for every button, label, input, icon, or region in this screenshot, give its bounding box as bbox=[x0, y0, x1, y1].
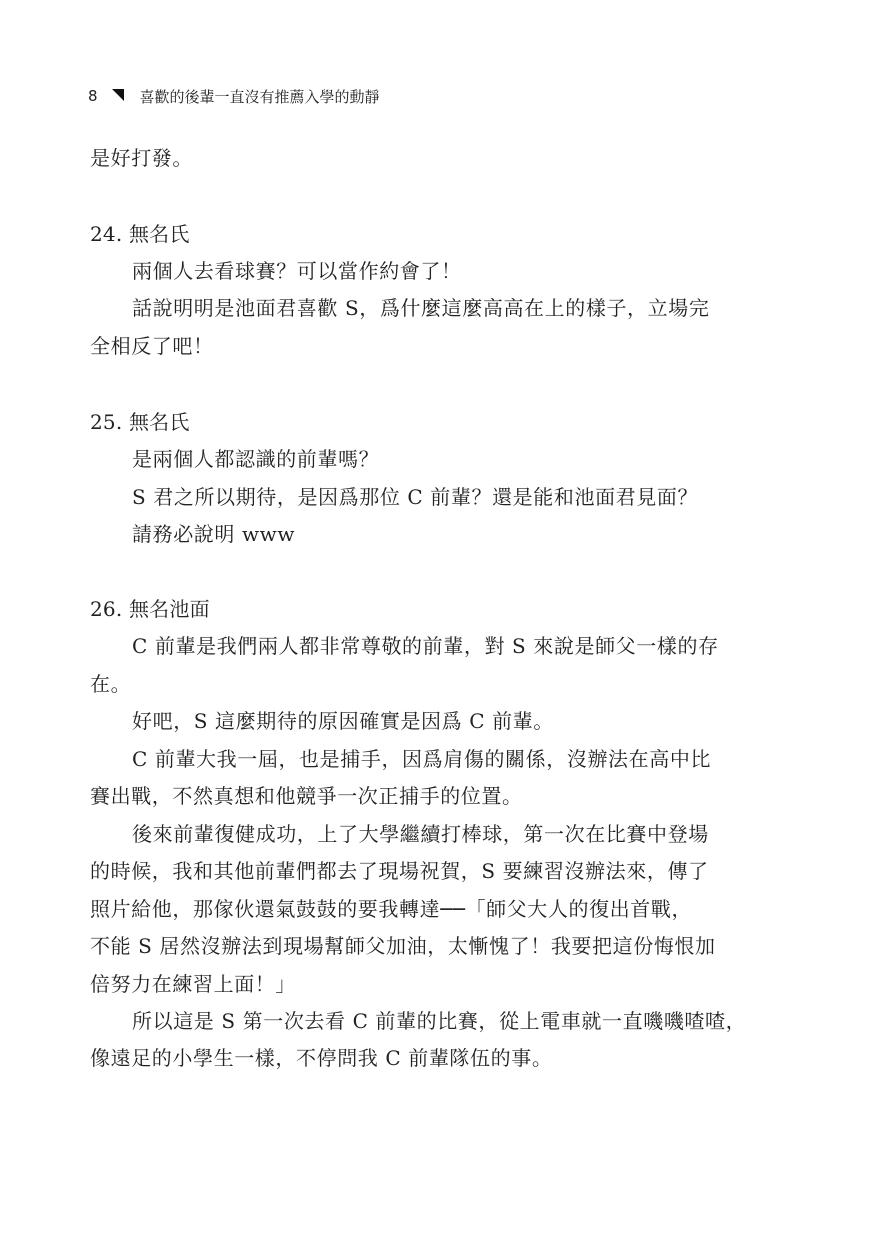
paragraph-line: C 前輩是我們兩人都非常尊敬的前輩，對 S 來說是師父一樣的存 bbox=[132, 634, 719, 658]
paragraph-line: 的時候，我和其他前輩們都去了現場祝賀，S 要練習沒辦法來，傳了 bbox=[90, 859, 709, 883]
paragraph-line: 倍努力在練習上面！」 bbox=[90, 972, 296, 996]
paragraph-line: 全相反了吧！ bbox=[90, 334, 214, 358]
carryover-line: 是好打發。 bbox=[90, 146, 193, 170]
paragraph-line: C 前輩大我一屆，也是捕手，因爲肩傷的關係，沒辦法在高中比 bbox=[132, 747, 712, 771]
paragraph-line: 在。 bbox=[90, 672, 132, 696]
paragraph-line: 不能 S 居然沒辦法到現場幫師父加油，太慚愧了！我要把這份悔恨加 bbox=[90, 934, 716, 958]
running-title: 喜歡的後輩一直沒有推薦入學的動靜 bbox=[139, 87, 380, 106]
page-number: 8 bbox=[88, 87, 98, 105]
paragraph-line: 照片給他，那傢伙還氣鼓鼓的要我轉達──「師父大人的復出首戰， bbox=[90, 897, 693, 921]
paragraph-line: 所以這是 S 第一次去看 C 前輩的比賽，從上電車就一直嘰嘰喳喳， bbox=[132, 1009, 747, 1033]
paragraph-line: 請務必說明 www bbox=[132, 522, 296, 546]
post-heading: 26. 無名池面 bbox=[90, 597, 210, 621]
post-heading: 24. 無名氏 bbox=[90, 222, 190, 246]
paragraph-line: 兩個人去看球賽？可以當作約會了！ bbox=[132, 259, 462, 283]
paragraph-line: 好吧，S 這麼期待的原因確實是因爲 C 前輩。 bbox=[132, 709, 554, 733]
paragraph-line: 像遠足的小學生一樣，不停問我 C 前輩隊伍的事。 bbox=[90, 1046, 553, 1070]
paragraph-line: 話說明明是池面君喜歡 S，爲什麼這麼高高在上的樣子，立場完 bbox=[132, 296, 710, 320]
corner-triangle-icon bbox=[112, 89, 124, 101]
paragraph-line: S 君之所以期待，是因爲那位 C 前輩？還是能和池面君見面？ bbox=[132, 485, 699, 509]
post-heading: 25. 無名氏 bbox=[90, 410, 190, 434]
paragraph-line: 是兩個人都認識的前輩嗎？ bbox=[132, 447, 380, 471]
running-header bbox=[88, 84, 380, 108]
paragraph-line: 賽出戰，不然真想和他競爭一次正捕手的位置。 bbox=[90, 784, 523, 808]
paragraph-line: 後來前輩復健成功，上了大學繼續打棒球，第一次在比賽中登場 bbox=[132, 822, 709, 846]
